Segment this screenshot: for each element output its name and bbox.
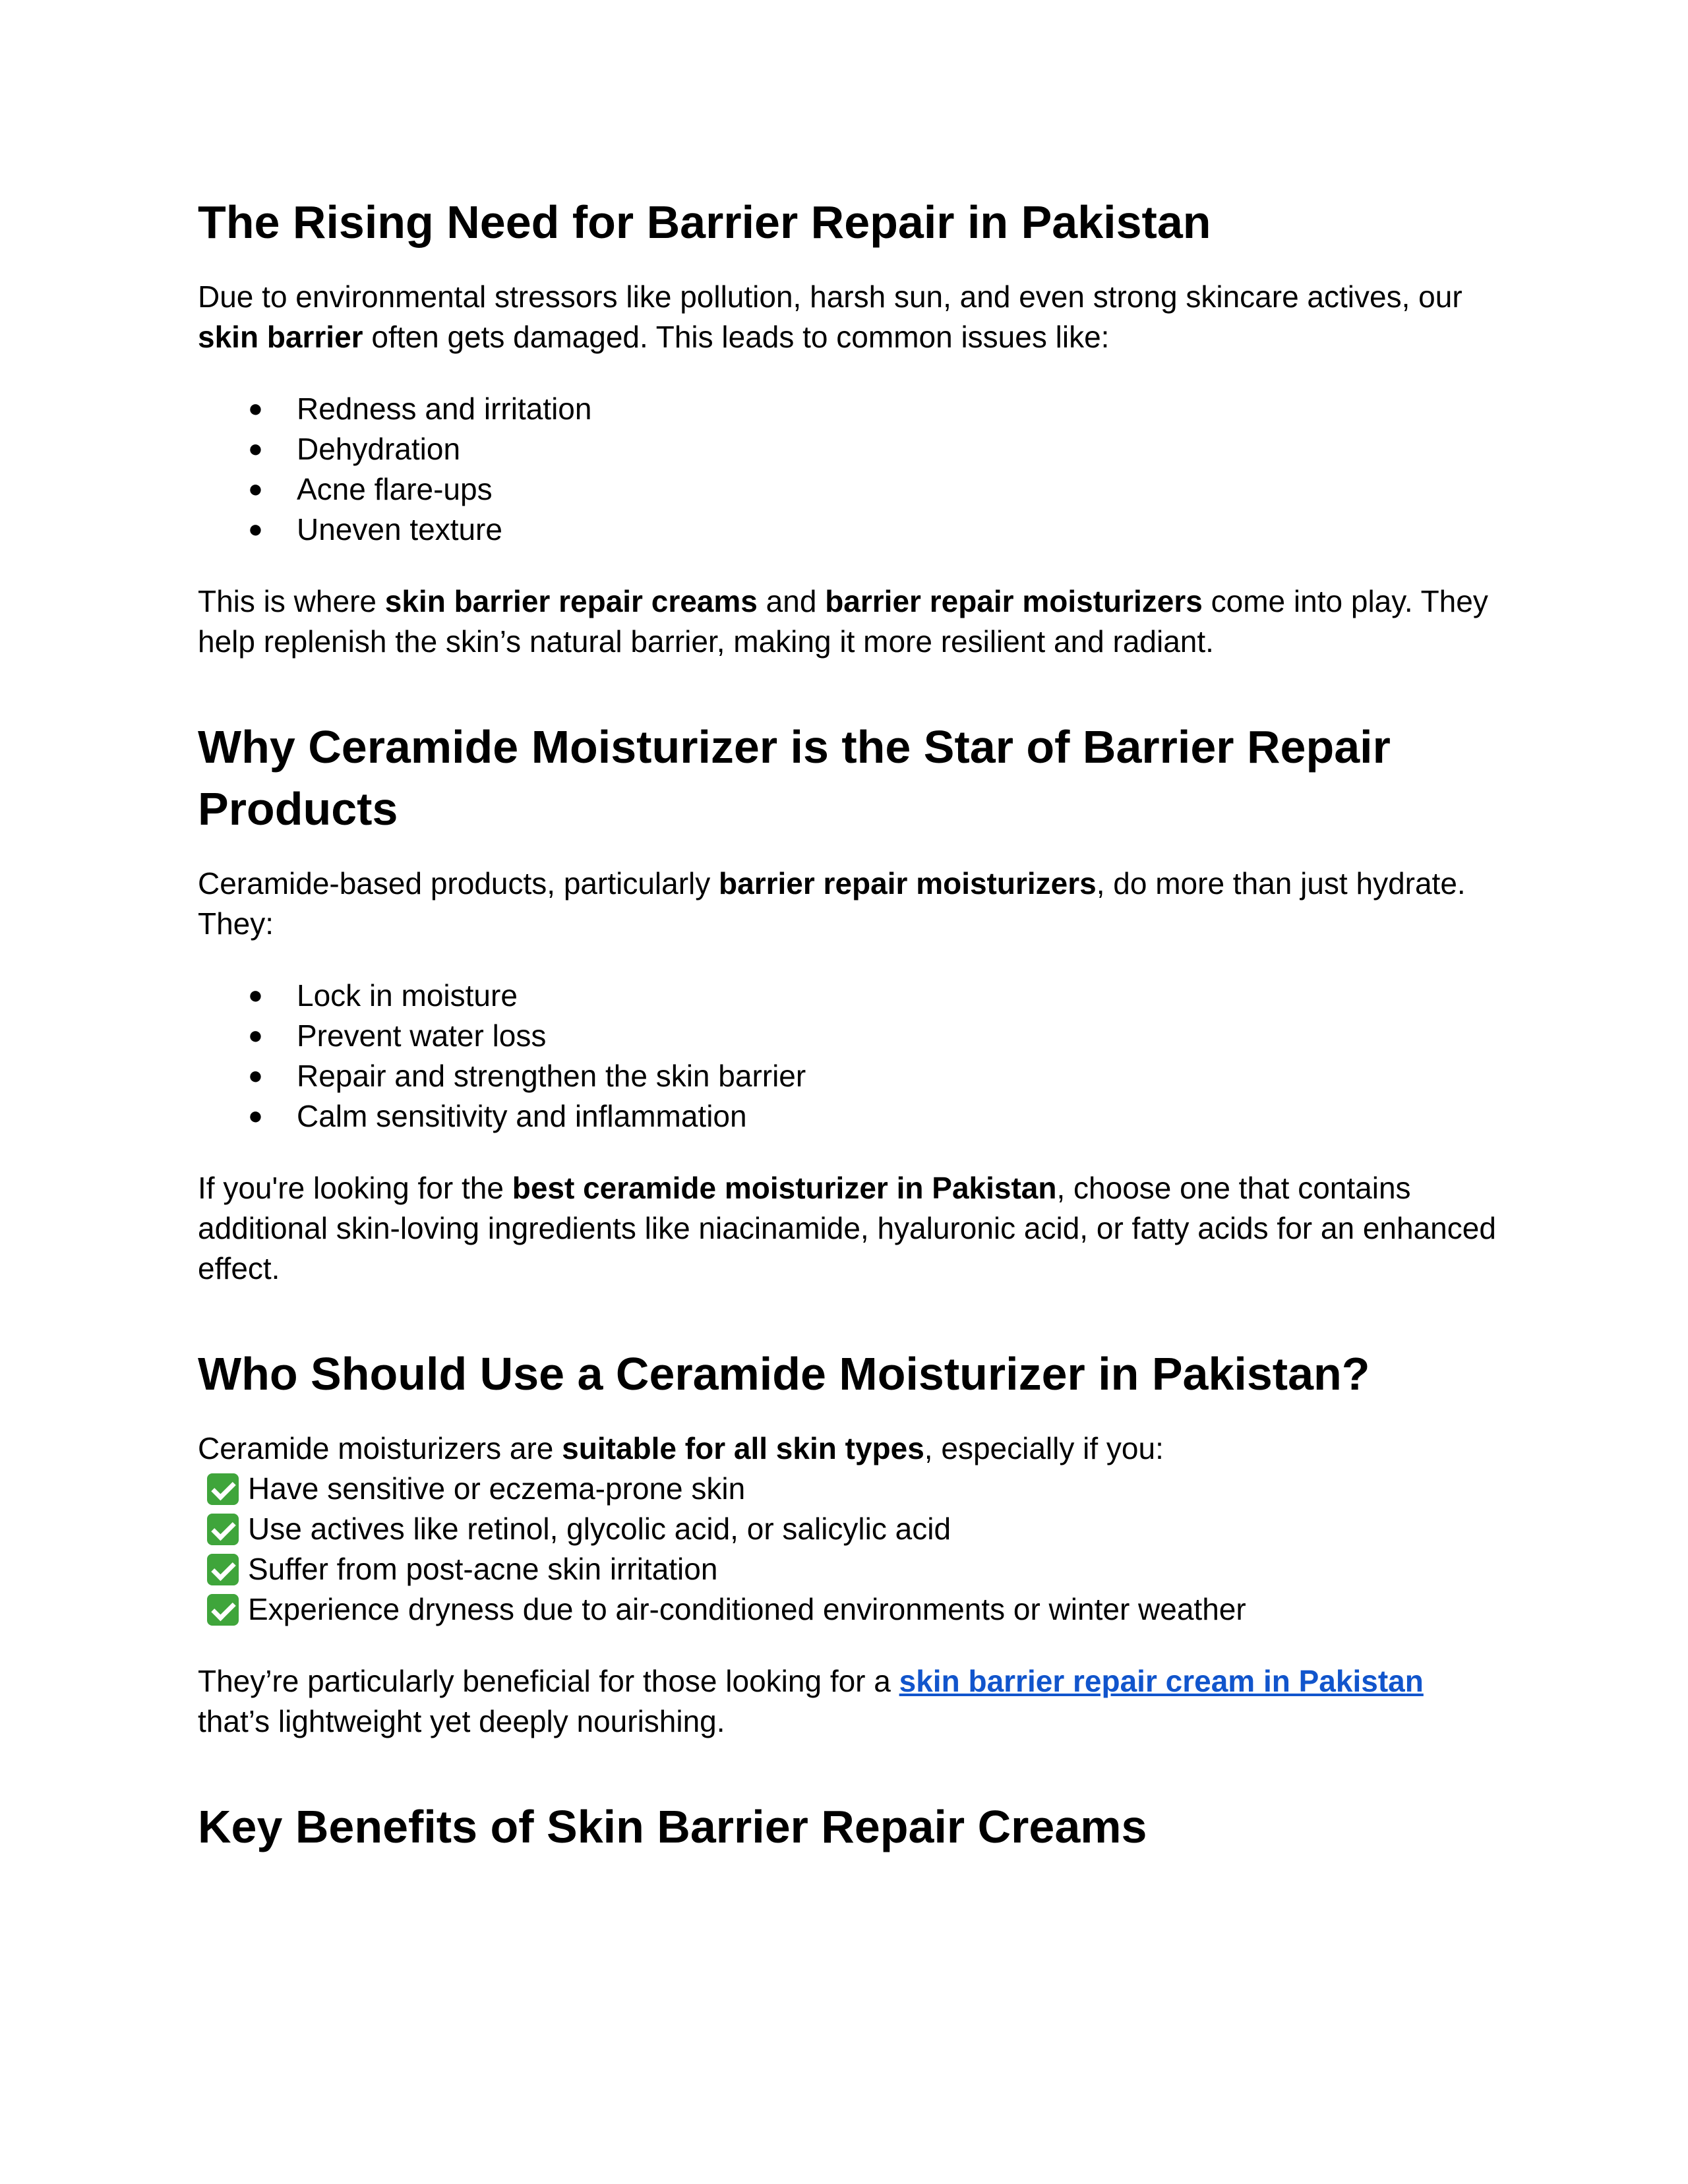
section1-intro-paragraph <box>198 277 1503 357</box>
section1-outro-paragraph <box>198 581 1503 662</box>
text-run: This is where <box>198 584 385 618</box>
checklist-item <box>198 1469 1503 1509</box>
checklist-item <box>198 1549 1503 1589</box>
list-item: ● Redness and irritation <box>198 389 1503 429</box>
section2-intro-paragraph <box>198 864 1503 944</box>
bold-text: best ceramide moisturizer in Pakistan <box>512 1171 1057 1205</box>
text-run: come into play. They help replenish the skin’s natural barrier, making it more resilient and radiant. <box>198 584 1488 659</box>
section-heading-why-ceramide: Why Ceramide Moisturizer is the Star of Barrier Repair Products <box>198 721 1391 835</box>
bold-text: barrier repair moisturizers <box>825 584 1203 618</box>
section3-intro-paragraph <box>198 1429 1503 1469</box>
skin-barrier-repair-cream-link[interactable]: skin barrier repair cream in Pakistan <box>899 1664 1424 1698</box>
text-run: They’re particularly beneficial for those looking for a <box>198 1664 899 1698</box>
checklist-item-text: Have sensitive or eczema-prone skin <box>248 1471 746 1506</box>
list-item: ● Uneven texture <box>198 510 1503 550</box>
section3-outro-paragraph <box>198 1661 1503 1742</box>
checklist <box>198 1469 1503 1630</box>
text-run: Due to environmental stressors like pollution, harsh sun, and even strong skincare actives, our <box>198 280 1462 314</box>
bold-text: suitable for all skin types <box>562 1431 924 1465</box>
list-item: ● Prevent water loss <box>198 1016 1503 1056</box>
bold-text: barrier repair moisturizers <box>719 866 1097 900</box>
section-heading-key-benefits: Key Benefits of Skin Barrier Repair Creams <box>198 1801 1147 1852</box>
text-run: , especially if you: <box>924 1431 1164 1465</box>
document-page <box>198 191 1503 1858</box>
list-item: ● Lock in moisture <box>198 976 1503 1016</box>
checklist-item <box>198 1509 1503 1549</box>
text-run: Ceramide moisturizers are <box>198 1431 562 1465</box>
section1-bullet-list <box>198 389 1503 550</box>
text-run: often gets damaged. This leads to common issues like: <box>363 320 1110 354</box>
text-run: , do more than just hydrate. They: <box>198 866 1466 941</box>
checklist-item-text: Suffer from post-acne skin irritation <box>248 1552 718 1586</box>
bold-text: skin barrier repair creams <box>384 584 758 618</box>
list-item: ● Calm sensitivity and inflammation <box>198 1096 1503 1136</box>
bold-text: skin barrier <box>198 320 363 354</box>
checklist-item-text: Use actives like retinol, glycolic acid, or salicylic acid <box>248 1512 951 1546</box>
text-run: and <box>757 584 826 618</box>
text-run: that’s lightweight yet deeply nourishing. <box>198 1704 725 1738</box>
check-mark-icon <box>207 1554 239 1585</box>
check-mark-icon <box>207 1473 239 1505</box>
list-item: ● Repair and strengthen the skin barrier <box>198 1056 1503 1096</box>
check-mark-icon <box>207 1594 239 1626</box>
list-item: ● Acne flare-ups <box>198 469 1503 510</box>
text-run: , choose one that contains additional skin-loving ingredients like niacinamide, hyaluronic acid, or fatty acids for an enhanced effect. <box>198 1171 1496 1285</box>
checklist-item <box>198 1589 1503 1630</box>
list-item: ● Dehydration <box>198 429 1503 469</box>
section2-outro-paragraph <box>198 1168 1503 1289</box>
section2-bullet-list <box>198 976 1503 1136</box>
checklist-item-text: Experience dryness due to air-conditioned environments or winter weather <box>248 1592 1246 1626</box>
check-mark-icon <box>207 1514 239 1545</box>
text-run: If you're looking for the <box>198 1171 512 1205</box>
section-heading-who-should-use: Who Should Use a Ceramide Moisturizer in Pakistan? <box>198 1348 1370 1400</box>
section-heading-rising-need: The Rising Need for Barrier Repair in Pakistan <box>198 196 1211 248</box>
text-run: Ceramide-based products, particularly <box>198 866 719 900</box>
